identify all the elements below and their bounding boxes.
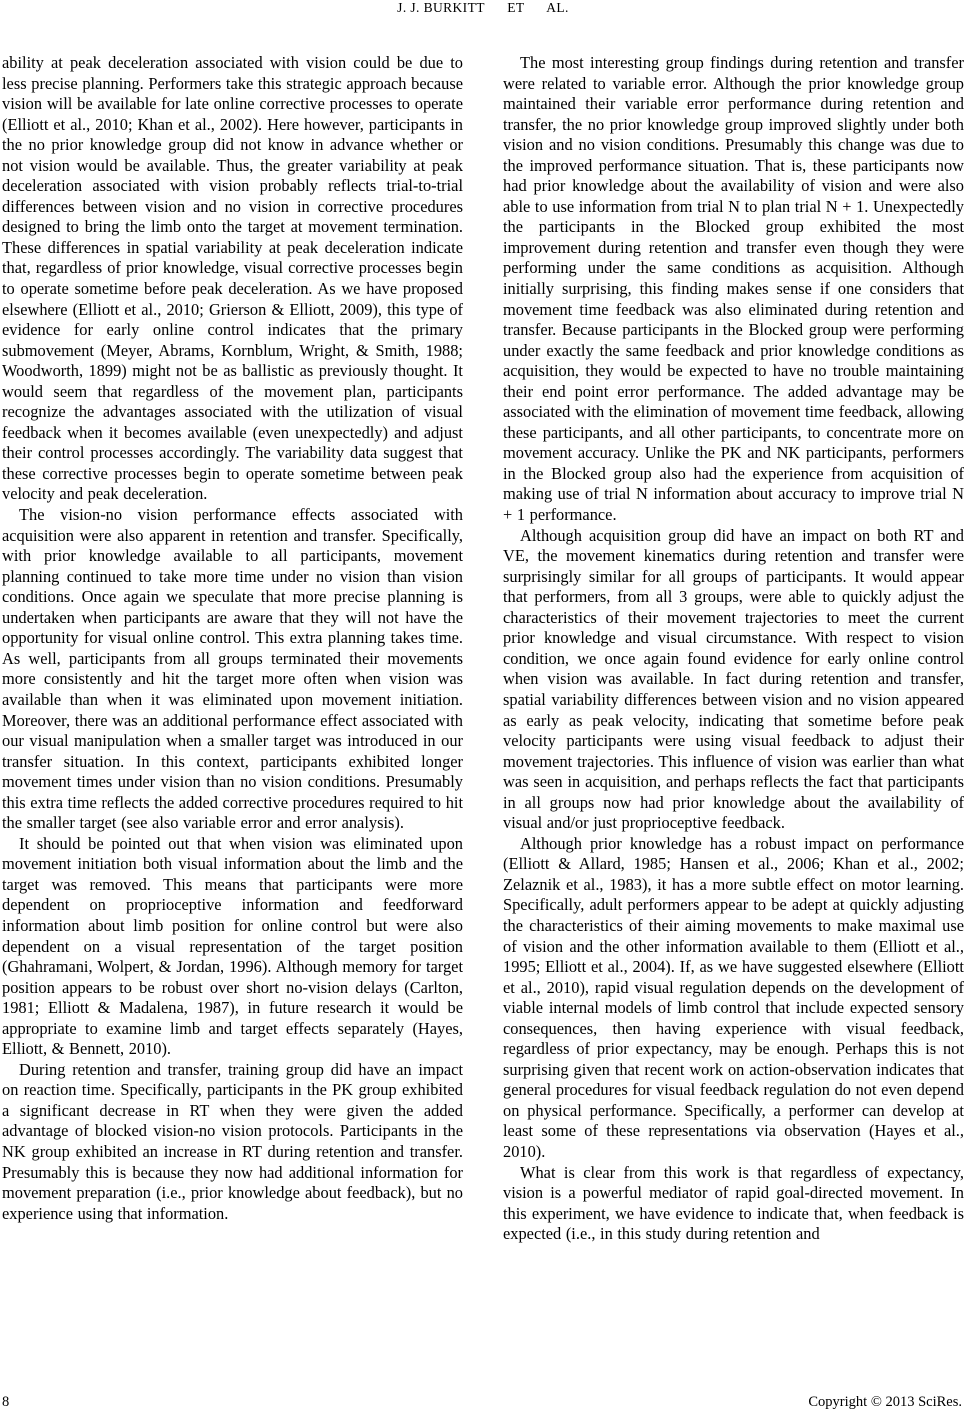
paragraph: The vision-no vision performance effects associated with acquisition were also apparent in retention and transfer. Specifically, with prior knowledge available to all participants, movement planning continued to take more time under no vision than vision conditions. Once again we speculate that more precise planning is undertaken when participants are aware that they will not have the opportunity for visual online control. This extra planning takes time. As well, participants from all groups terminated their movements more consistently and hit the target more often when vision was available than when it was eliminated upon movement initiation. Moreover, there was an additional performance effect associated with our visual manipulation when a smaller target was introduced in our transfer situation. In this context, participants exhibited longer movement times under vision than no vision conditions. Presumably this extra time reflects the added corrective procedures required to hit the smaller target (see also variable error and error analysis). — [2, 505, 464, 833]
paragraph: It should be pointed out that when vision was eliminated upon movement initiation both visual information about the limb and the target was removed. This means that participants were more dependent on proprioceptive information and feedforward information about limb position for online control but were also dependent on a visual representation of the target position (Ghahramani, Wolpert, & Jordan, 1996). Although memory for target position appears to be robust over short no-vision delays (Carlton, 1981; Elliott & Madalena, 1987), in future research it would be appropriate to examine limb and target effects separately (Hayes, Elliott, & Bennett, 2010). — [2, 833, 463, 1059]
page-number: 8 — [2, 1394, 10, 1410]
copyright-notice: Copyright © 2013 SciRes. — [808, 1394, 962, 1410]
paragraph: Although prior knowledge has a robust impact on performance (Elliott & Allard, 1985; Hansen et al., 2006; Khan et al., 2002; Zelaznik et al., 1983), it has a more subtle effect on motor learning. Specifically, adult performers appear to be adept at quickly adjusting the characteristics of their aiming movements to make maximal use of vision and the other information available to them (Elliott et al., 1995; Elliott et al., 2004). If, as we have suggested elsewhere (Elliott et al., 2010), rapid visual regulation depends on the development of viable internal models of limb control that include expected sensory consequences, then having experience with visual feedback, regardless of prior expectancy, may be enough. Perhaps this is not surprising given that recent work on action-observation indicates that general procedures for visual feedback regulation do not even depend on physical performance. Specifically, a performer can develop at least some of these representations via observation (Hayes et al., 2010). — [503, 833, 964, 1161]
paragraph: During retention and transfer, training group did have an impact on reaction time. Specifically, participants in the PK group exhibited a significant decrease in RT when they were given the added advantage of blocked vision-no vision protocols. Participants in the NK group exhibited an increase in RT during retention and transfer. Presumably this is because they now had additional information for movement preparation (i.e., prior knowledge about feedback), but no experience using that information. — [2, 1059, 463, 1223]
body-columns — [2, 53, 964, 1245]
paragraph: Although acquisition group did have an impact on both RT and VE, the movement kinematics during retention and transfer were surprisingly similar for all groups of participants. It would appear that performers, from all 3 groups, were able to quickly adjust the characteristics of their movement trajectories to meet the current prior knowledge and visual circumstance. With respect to vision condition, we once again found evidence for early online control when vision was available. In fact during retention and transfer, spatial variability differences between vision and no vision appeared as early as peak velocity, indicating that sometime before peak velocity participants were using visual feedback to adjust their movement trajectories. This influence of vision was earlier than what was seen in acquisition, and perhaps reflects the fact that participants in all groups now had prior knowledge about the availability of visual and/or just proprioceptive feedback. — [503, 525, 964, 833]
paragraph: The most interesting group findings during retention and transfer were related to variable error. Although the prior knowledge group maintained their variable error performance during retention and transfer, the no prior knowledge group improved slightly under both vision and no vision conditions. Presumably this change was due to the improved performance situation. That is, these participants now had prior knowledge about the availability of vision and were also able to use information from trial N to plan trial N + 1. Unexpectedly the participants in the Blocked group exhibited the most improvement during retention and transfer even though they were performing under the same conditions as acquisition. Although initially surprising, this finding makes sense if one considers that movement time feedback was also eliminated during retention and transfer. Because participants in the Blocked group were performing under exactly the same feedback and prior knowledge conditions as acquisition, they would be expected to have no trouble maintaining their end point error performance. The added advantage may be associated with the elimination of movement time feedback, allowing these participants, and all other participants, to concentrate more on movement accuracy. Unlike the PK and NK participants, performers in the Blocked group also had the experience from acquisition of making use of trial N information about accuracy to improve trial N + 1 performance. — [503, 53, 964, 525]
paragraph: What is clear from this work is that regardless of expectancy, vision is a powerful mediator of rapid goal-directed movement. In this experiment, we have evidence to indicate that, when feedback is expected (i.e., in this study during retention and — [503, 1162, 964, 1244]
paragraph: ability at peak deceleration associated with vision could be due to less precise planning. Performers take this strategic approach because vision will be available for late online corrective processes to operate (Elliott et al., 2010; Khan et al., 2002). Here however, participants in the no prior knowledge group did not know in advance whether or not vision would be available. Thus, the greater variability at peak deceleration associated with vision probably reflects trial-to-trial differences between vision and no vision in corrective procedures designed to bring the limb onto the target at movement termination. These differences in spatial variability at peak deceleration indicate that, regardless of prior knowledge, visual corrective processes begin to operate sometime before peak deceleration. As we have proposed elsewhere (Elliott et al., 2010; Grierson & Elliott, 2009), this type of evidence for early online control indicates that the primary submovement (Meyer, Abrams, Kornblum, Wright, & Smith, 1988; Woodworth, 1899) might not be as ballistic as previously thought. It would seem that regardless of the movement plan, participants recognize the advantages associated with the utilization of visual feedback when it becomes available (even unexpectedly) and adjust their control processes accordingly. The variability data suggest that these corrective processes begin to operate sometime between peak velocity and peak deceleration. — [2, 53, 463, 504]
running-head: J. J. BURKITT ET AL. — [397, 0, 569, 15]
right-column — [503, 53, 964, 1245]
left-column — [2, 53, 463, 1245]
